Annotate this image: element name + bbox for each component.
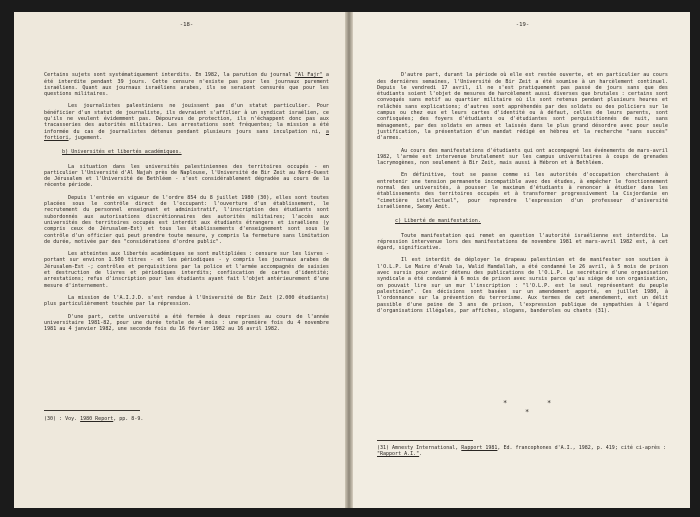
paragraph: Les atteintes aux libertés académiques se sont multipliées : censure sur les livres - portant sur environ 1.500 titres - et les périodiques - y compris les journaux arabes de Jérusalem-Est -; contrôles et perquisitions par la police et l'armée accompagnés de saisies et destruction de livres et périodiques interdits; confiscation de cartes d'identité; arrestations; refus d'inscription pour les étudiants ayant fait l'objet antérieurement d'une mesure d'internement. [44,251,329,289]
page-number: -19- [515,22,530,28]
text: Les journalistes palestiniens ne jouissent pas d'un statut particulier. Pour bénéficier d'un statut de journaliste, ils devraient s'affilier à un syndicat israélien, ce qu'ils ne veulent évidemment pas. Dépourvus de protection, ils n'échappent donc pas aux tracasseries des autorités militaires. Les arrestations sont fréquentes; la mission a été informée du cas de journalistes détenus pendant plusieurs jours sans inculpation ni, [44,103,329,135]
footnote [44,416,143,422]
paragraph: Il est interdit de déployer le drapeau palestinien et de manifester son soutien à l'O.L.P. Le Maire d'Anab la, Walid Hamdallah, a été condamné le 26 avril, à 5 mois de prison avec sursis pour avoir détenu des publications de l'O.L.P. Le secrétaire d'une organisation syndicale a été condamné à 6 mois de prison avec sursis parce qu'au siège de son organisation, on pouvait lire sur un mur l'inscription : "l'O.L.P. est le seul représentant du peuple palestinien". Ces décisions sont basées sur un amendement apporté, en juillet 1980, à l'ordonnance sur la prévention du terrorisme. Aux termes de cet amendement, est un délit passible d'une peine de 3 ans de prison, l'expression publique de sympathies à l'égard d'organisations illégales, par affiches, slogans, banderoles ou chants (31). [377,257,668,314]
paragraph: Depuis l'entrée en vigueur de l'ordre 854 du 8 juillet 1980 (30), elles sont toutes placées sous le contrôle direct de l'occupant: l'ouverture d'un établissement, le recrutement du personnel enseignant et administratif, l'inscription des étudiants sont subordonnés aux autorisations discrétionnaires des autorités militaires; l'accès aux universités des territoires occupés est interdit aux étudiants étrangers et israéliens (y compris ceux de Jérusalem-Est) et tous les établissements d'enseignement sont sous le contrôle d'un officier qui peut prendre toute mesure, y compris la fermeture sans limitation de durée, motivée par des "considérations d'ordre public". [44,194,329,245]
report-title: Rapport 1981 [461,445,498,451]
paragraph: La mission de l'A.I.J.D. s'est rendue à l'Université de Bir Zeit (2.000 étudiants) plus particulièrement touchée par la répression. [44,294,329,308]
section-heading-b: b) Universités et libertés académiques. [62,149,182,156]
paragraph: D'autre part, durant la période où elle est restée ouverte, et en particulier au cours des dernières semaines, l'Université de Bir Zeit a été soumise à un harcèlement continuel. Depuis le vendredi 17 avril, il ne s'est pratiquement pas passé de jours sans que des étudiants soient l'objet de mesures de harcèlement aussi diverses que brutales : certains sont convoqués sans motif au quartier militaire où ils sont retenus pendant plusieurs heures et relâchés sans explications; d'autres sont appréhendés par des soldats ou des policiers sur le campus ou chez eux et leurs cartes d'identité ou à défaut, celles de leurs parents, sont confisquées; des foyers d'étudiants ou d'étudiantes sont perquisitionnés de nuit, sans ménagement, par des soldats en armes et laissés dans le plus grand désordre avec pour seule justification, la présentation d'un mandat rédigé en hébreu et la recherche "sans succès" d'armes. [377,72,668,142]
text: , Ed. francophones d'A.I., 1982, p. 419; cité ci-après : [497,445,666,451]
text: (31) Amnesty International, [377,445,462,451]
paragraph: En définitive, tout se passe comme si les autorités d'occupation cherchaient à entretenir une tension permanente incompatible avec des études, à empêcher le fonctionnement normal des universités, à pousser le maximum d'étudiants à renoncer à étudier dans les établissements des territoires occupés et à transformer progressivement la Cisjordanie en "cimetière intellectuel", pour reprendre l'expression d'un professeur d'université israélienne, Swomy Amit. [377,172,668,210]
page-number: -18- [179,22,194,28]
book-spine [345,12,353,508]
text: (30) : Voy. [44,416,81,422]
paragraph: La situation dans les universités palestiniennes des territoires occupés - en particulier l'Université d'Al Najah près de Naplouse, l'Université de Bir Zeit au Nord-Ouest de Jérusalem et l'Université de Bethléem - s'est considérablement dégradée au cours de la récente période. [44,163,329,189]
text: . [419,451,423,457]
right-page [353,12,690,508]
section-separator [353,400,690,420]
asterisk: * [503,399,508,407]
paragraph: D'une part, cette université a été fermée à deux reprises au cours de l'année universitaire 1981-82, pour une durée totale de 4 mois : une première fois du 4 novembre 1981 au 4 janvier 1982, une seconde fois du 16 février 1982 au 16 avril 1982. [44,313,329,333]
footnote-rule [44,410,140,411]
text: , pp. 8-9. [113,416,144,422]
emphasis: a fortiori [44,128,329,141]
asterisk: * [525,408,530,416]
text: Certains sujets sont systématiquement interdits. En 1982, la parution du journal [44,72,295,79]
paragraph: Au cours des manifestations d'étudiants qui ont accompagné les événements de mars-avril 1982, l'armée est intervenue brutalement sur les campus universitaires à coups de grenades lacrymogènes, non seulement à Bir Zeit, mais aussi à Hébron et à Bethléem. [377,147,668,167]
report-short-title: "Rapport A.I." [377,451,420,457]
journal-name: "Al Fajr" [294,72,323,79]
footnote [377,445,667,457]
paragraph [44,103,329,141]
paragraph [44,72,329,97]
paragraph: Toute manifestation qui remet en question l'autorité israélienne est interdite. La répression intervenue lors des manifestations de novembre 1981 et mars-avril 1982 est, à cet égard, significative. [377,232,668,252]
asterisk: * [547,399,552,407]
section-heading-c: c) Liberté de manifestation. [395,218,481,225]
text: , jugement. [68,134,103,141]
left-page [14,12,345,508]
text: a été interdite pendant 39 jours. Cette censure n'existe pas pour les journaux purement israéliens. Quant aux journaux israéliens arabes, ils se seraient censurés que pour les questions militaires. [44,72,329,98]
footnote-rule [377,440,473,441]
report-title: 1980 Report [80,416,114,422]
